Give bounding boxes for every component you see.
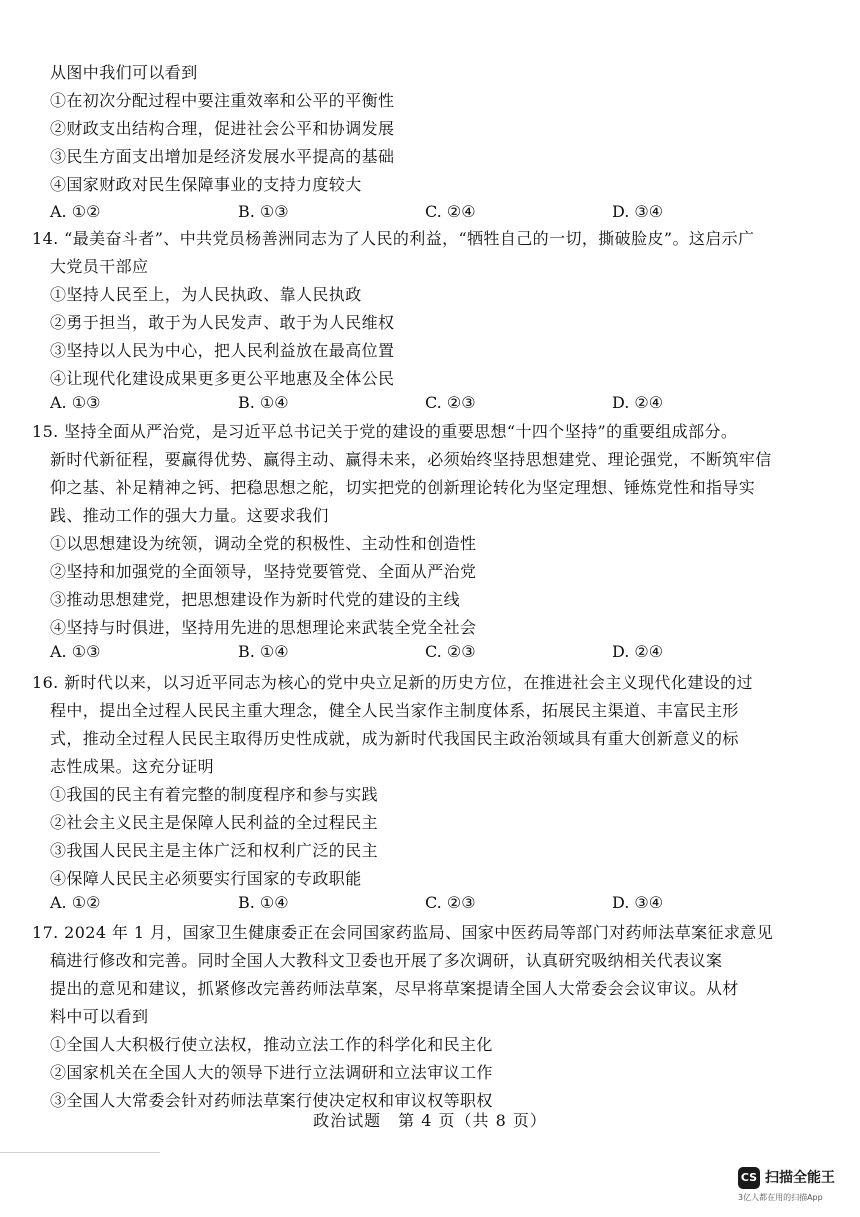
q17-statement: ②国家机关在全国人大的领导下进行立法调研和立法审议工作 bbox=[50, 1063, 493, 1082]
option-d: D. ②④ bbox=[612, 393, 664, 412]
option-d: D. ③④ bbox=[612, 202, 664, 221]
q17-stem-line: 料中可以看到 bbox=[50, 1007, 149, 1026]
watermark-tagline: 3亿人都在用的扫描App bbox=[738, 1193, 823, 1202]
q15-stem-line: 15. 坚持全面从严治党，是习近平总书记关于党的建设的重要思想“十四个坚持”的重要组成部分。 bbox=[32, 422, 738, 441]
q16-stem-line: 志性成果。这充分证明 bbox=[50, 757, 215, 776]
q16-statement: ①我国的民主有着完整的制度程序和参与实践 bbox=[50, 785, 379, 804]
intro-statement: ③民生方面支出增加是经济发展水平提高的基础 bbox=[50, 147, 395, 166]
q16-stem-line: 程中，提出全过程人民民主重大理念，健全人民当家作主制度体系，拓展民主渠道、丰富民主形 bbox=[50, 701, 739, 720]
q16-stem-line: 16. 新时代以来，以习近平同志为核心的党中央立足新的历史方位，在推进社会主义现代化建设的过 bbox=[32, 673, 753, 692]
option-c: C. ②③ bbox=[425, 393, 476, 412]
option-b: B. ①④ bbox=[238, 642, 289, 661]
q17-stem-line: 17. 2024 年 1 月，国家卫生健康委正在会同国家药监局、国家中医药局等部门对药师法草案征求意见 bbox=[32, 923, 774, 942]
q15-stem-line: 践、推动工作的强大力量。这要求我们 bbox=[50, 506, 329, 525]
option-a: A. ①② bbox=[50, 893, 101, 912]
q15-statement: ③推动思想建党，把思想建设作为新时代党的建设的主线 bbox=[50, 590, 461, 609]
q14-stem-line: 14. “最美奋斗者”、中共党员杨善洲同志为了人民的利益，“牺牲自己的一切，撕破脸皮”。这启示广 bbox=[32, 229, 755, 248]
option-a: A. ①② bbox=[50, 202, 101, 221]
q16-statement: ③我国人民民主是主体广泛和权利广泛的民主 bbox=[50, 841, 379, 860]
q17-statement: ①全国人大积极行使立法权，推动立法工作的科学化和民主化 bbox=[50, 1035, 493, 1054]
footer-divider bbox=[0, 1152, 160, 1153]
option-a: A. ①③ bbox=[50, 393, 101, 412]
intro-statement: ①在初次分配过程中要注重效率和公平的平衡性 bbox=[50, 91, 395, 110]
q17-stem-line: 稿进行修改和完善。同时全国人大教科文卫委也开展了多次调研，认真研究吸纳相关代表议案 bbox=[50, 951, 723, 970]
q14-statement: ①坚持人民至上，为人民执政、靠人民执政 bbox=[50, 285, 362, 304]
q15-stem-line: 仰之基、补足精神之钙、把稳思想之舵，切实把党的创新理论转化为坚定理想、锤炼党性和指导实 bbox=[50, 478, 756, 497]
q15-statement: ①以思想建设为统领，调动全党的积极性、主动性和创造性 bbox=[50, 534, 477, 553]
scanner-watermark bbox=[738, 1165, 848, 1207]
option-d: D. ②④ bbox=[612, 642, 664, 661]
intro-statement: ④国家财政对民生保障事业的支持力度较大 bbox=[50, 175, 362, 194]
q14-statement: ③坚持以人民为中心，把人民利益放在最高位置 bbox=[50, 341, 395, 360]
q17-stem-line: 提出的意见和建议，抓紧修改完善药师法草案，尽早将草案提请全国人大常委会会议审议。从材 bbox=[50, 979, 739, 998]
q15-stem-line: 新时代新征程，要赢得优势、赢得主动、赢得未来，必须始终坚持思想建党、理论强党，不断筑牢信 bbox=[50, 450, 772, 469]
intro-statement: ②财政支出结构合理，促进社会公平和协调发展 bbox=[50, 119, 395, 138]
option-c: C. ②③ bbox=[425, 642, 476, 661]
q16-statement: ④保障人民民主必须要实行国家的专政职能 bbox=[50, 869, 362, 888]
q14-stem-line: 大党员干部应 bbox=[50, 257, 149, 276]
q15-statement: ④坚持与时俱进，坚持用先进的思想理论来武装全党全社会 bbox=[50, 618, 477, 637]
q15-statement: ②坚持和加强党的全面领导，坚持党要管党、全面从严治党 bbox=[50, 562, 477, 581]
option-a: A. ①③ bbox=[50, 642, 101, 661]
q17-statement: ③全国人大常委会针对药师法草案行使决定权和审议权等职权 bbox=[50, 1091, 493, 1110]
option-b: B. ①④ bbox=[238, 393, 289, 412]
option-b: B. ①④ bbox=[238, 893, 289, 912]
option-d: D. ③④ bbox=[612, 893, 664, 912]
q16-stem-line: 式，推动全过程人民民主取得历史性成就，成为新时代我国民主政治领域具有重大创新意义的标 bbox=[50, 729, 739, 748]
option-c: C. ②④ bbox=[425, 202, 476, 221]
q16-statement: ②社会主义民主是保障人民利益的全过程民主 bbox=[50, 813, 379, 832]
q14-statement: ④让现代化建设成果更多更公平地惠及全体公民 bbox=[50, 369, 395, 388]
cs-logo-icon: CS bbox=[738, 1167, 760, 1189]
option-b: B. ①③ bbox=[238, 202, 289, 221]
page-footer: 政治试题 第 4 页（共 8 页） bbox=[313, 1111, 547, 1130]
watermark-brand-name: 扫描全能王 bbox=[765, 1170, 835, 1186]
option-c: C. ②③ bbox=[425, 893, 476, 912]
intro-stem: 从图中我们可以看到 bbox=[50, 63, 198, 82]
q14-statement: ②勇于担当，敢于为人民发声、敢于为人民维权 bbox=[50, 313, 395, 332]
